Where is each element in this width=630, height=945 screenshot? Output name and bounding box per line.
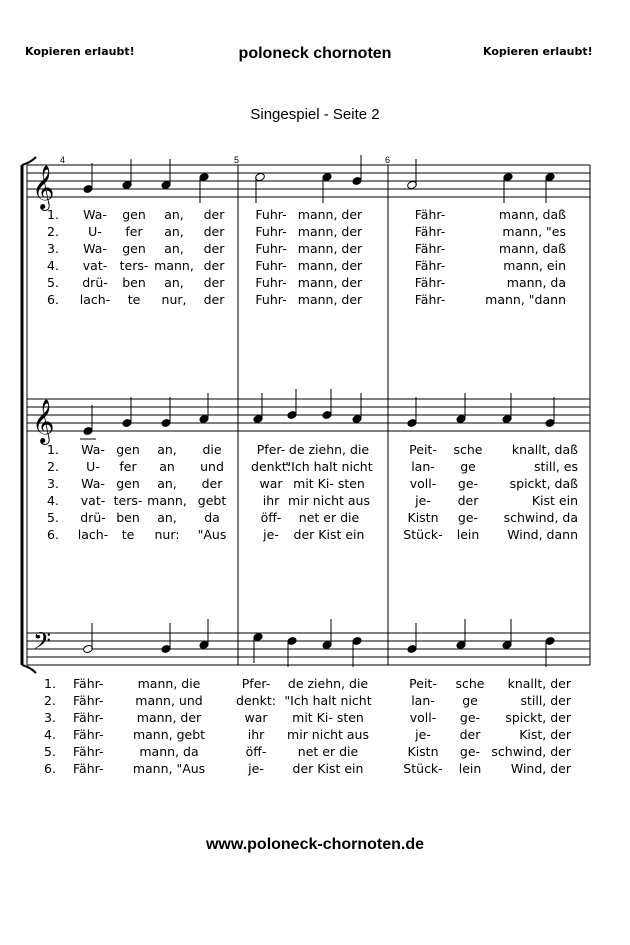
- lyric-syllable: Peit-: [409, 442, 437, 457]
- lyric-syllable: mann, der: [136, 710, 202, 725]
- lyric-syllable: 3.: [47, 241, 59, 256]
- lyric-syllable: ge-: [459, 744, 481, 759]
- lyric-syllable: lein: [456, 527, 480, 542]
- lyric-syllable: der: [203, 275, 225, 290]
- lyric-syllable: Wa-: [81, 476, 105, 491]
- lyric-syllable: ge: [460, 459, 476, 474]
- lyric-syllable: 2.: [47, 224, 59, 239]
- lyric-syllable: denkt:: [251, 459, 291, 474]
- lyric-syllable: ters-: [113, 493, 143, 508]
- lyric-syllable: öff-: [260, 510, 282, 525]
- lyric-syllable: mann, der: [297, 258, 363, 273]
- lyric-syllable: der: [203, 292, 225, 307]
- lyric-syllable: je-: [248, 761, 264, 776]
- lyric-syllable: der Kist ein: [292, 761, 364, 776]
- bass-clef-icon: 𝄢: [33, 627, 52, 660]
- lyric-syllable: mann, daß: [498, 241, 566, 256]
- lyric-syllable: 4.: [47, 493, 59, 508]
- lyric-syllable: ben: [122, 275, 146, 290]
- lyric-syllable: der: [203, 241, 225, 256]
- lyric-syllable: Kistn: [407, 744, 439, 759]
- lyric-syllable: lan-: [411, 459, 435, 474]
- lyric-syllable: te: [127, 292, 141, 307]
- lyric-syllable: mann, der: [297, 224, 363, 239]
- lyric-syllable: mann, gebt: [132, 727, 206, 742]
- lyric-syllable: gen: [116, 442, 140, 457]
- copy-note-right: Kopieren erlaubt!: [483, 45, 593, 58]
- lyric-syllable: ihr: [262, 493, 280, 508]
- lyric-syllable: Fähr-: [414, 292, 446, 307]
- lyric-syllable: U-: [88, 224, 102, 239]
- lyric-syllable: Fähr-: [73, 761, 104, 776]
- lyric-syllable: Fähr-: [73, 727, 104, 742]
- lyric-syllable: der: [457, 493, 479, 508]
- lyric-syllable: mann, die: [137, 676, 201, 691]
- lyric-syllable: an,: [164, 207, 184, 222]
- lyric-syllable: je-: [263, 527, 279, 542]
- lyric-syllable: öff-: [245, 744, 267, 759]
- site-title: poloneck chornoten: [238, 45, 392, 62]
- lyric-syllable: knallt, daß: [511, 442, 578, 457]
- lyric-syllable: Fähr-: [414, 207, 446, 222]
- lyric-syllable: "Aus: [197, 527, 227, 542]
- lyric-syllable: an,: [157, 442, 177, 457]
- treble-clef-icon: 𝄞: [32, 399, 55, 443]
- lyric-syllable: 3.: [47, 476, 59, 491]
- lyric-syllable: gebt: [197, 493, 227, 508]
- lyric-syllable: Fähr-: [414, 241, 446, 256]
- measure-number-6: 6: [385, 155, 391, 165]
- lyric-syllable: 5.: [44, 744, 56, 759]
- lyric-syllable: Fähr-: [414, 224, 446, 239]
- measure-number-4: 4: [60, 155, 66, 165]
- lyric-syllable: der: [203, 224, 225, 239]
- lyric-syllable: drü-: [80, 510, 106, 525]
- lyric-syllable: nur:: [154, 527, 180, 542]
- lyric-syllable: Fähr-: [414, 258, 446, 273]
- lyric-syllable: nur,: [161, 292, 187, 307]
- lyric-syllable: net er die: [297, 744, 359, 759]
- lyric-syllable: "Ich halt nicht: [285, 459, 373, 474]
- page-subtitle: Singespiel - Seite 2: [250, 106, 380, 123]
- lyric-syllable: schwind, da: [503, 510, 578, 525]
- lyric-syllable: fer: [125, 224, 143, 239]
- lyric-syllable: mann, und: [135, 693, 203, 708]
- lyric-syllable: Kist ein: [531, 493, 578, 508]
- lyric-syllable: 4.: [47, 258, 59, 273]
- lyric-syllable: mann, "dann: [485, 292, 566, 307]
- lyric-syllable: die: [202, 442, 222, 457]
- lyric-syllable: mann, "es: [502, 224, 566, 239]
- lyric-syllable: lein: [458, 761, 482, 776]
- lyric-syllable: 2.: [47, 459, 59, 474]
- lyric-syllable: ge-: [457, 510, 479, 525]
- lyric-syllable: gen: [122, 241, 146, 256]
- lyric-syllable: still, der: [520, 693, 571, 708]
- lyric-syllable: de ziehn, die: [288, 442, 370, 457]
- lyric-syllable: der: [203, 207, 225, 222]
- lyric-syllable: mann, der: [297, 275, 363, 290]
- lyric-syllable: spickt, der: [505, 710, 571, 725]
- lyric-syllable: lach-: [77, 527, 109, 542]
- lyric-syllable: 6.: [47, 292, 59, 307]
- lyric-syllable: an,: [164, 275, 184, 290]
- lyric-syllable: mann, da: [139, 744, 199, 759]
- lyric-syllable: da: [204, 510, 220, 525]
- lyric-syllable: spickt, daß: [509, 476, 578, 491]
- lyric-syllable: "Ich halt nicht: [284, 693, 372, 708]
- lyric-syllable: Kist, der: [519, 727, 571, 742]
- lyric-syllable: ge-: [457, 476, 479, 491]
- measure-number-5: 5: [234, 155, 240, 165]
- lyric-syllable: ge: [462, 693, 478, 708]
- lyric-syllable: der: [201, 476, 223, 491]
- lyric-syllable: Wa-: [83, 207, 107, 222]
- lyric-syllable: te: [121, 527, 135, 542]
- lyric-syllable: der Kist ein: [293, 527, 365, 542]
- lyric-syllable: je-: [415, 727, 431, 742]
- lyric-syllable: Wind, der: [510, 761, 571, 776]
- lyric-syllable: knallt, der: [507, 676, 571, 691]
- lyric-syllable: Fuhr-: [255, 258, 287, 273]
- lyric-syllable: an,: [164, 224, 184, 239]
- lyric-syllable: Wa-: [83, 241, 107, 256]
- lyric-syllable: sche: [455, 676, 485, 691]
- lyric-syllable: Fähr-: [73, 693, 104, 708]
- lyric-syllable: mann, der: [297, 241, 363, 256]
- lyric-syllable: ihr: [247, 727, 265, 742]
- lyric-syllable: Stück-: [403, 761, 443, 776]
- lyric-syllable: je-: [415, 493, 431, 508]
- lyric-syllable: an,: [157, 510, 177, 525]
- lyric-syllable: Fähr-: [73, 676, 104, 691]
- lyric-syllable: lach-: [79, 292, 111, 307]
- lyric-syllable: mir nicht aus: [288, 493, 370, 508]
- lyric-syllable: lan-: [411, 693, 435, 708]
- lyric-syllable: an,: [157, 476, 177, 491]
- lyric-syllable: denkt:: [236, 693, 276, 708]
- lyric-syllable: mir nicht aus: [287, 727, 369, 742]
- lyric-syllable: Fuhr-: [255, 292, 287, 307]
- lyric-syllable: Fähr-: [73, 710, 104, 725]
- staff-1: [27, 165, 590, 197]
- lyric-syllable: Kistn: [407, 510, 439, 525]
- lyric-syllable: gen: [116, 476, 140, 491]
- lyric-syllable: Stück-: [403, 527, 443, 542]
- lyric-syllable: de ziehn, die: [287, 676, 369, 691]
- lyric-syllable: 6.: [44, 761, 56, 776]
- lyric-syllable: an,: [164, 241, 184, 256]
- lyric-syllable: 1.: [44, 676, 56, 691]
- lyric-syllable: Fuhr-: [255, 241, 287, 256]
- lyric-syllable: 5.: [47, 510, 59, 525]
- staff-3: [27, 633, 590, 665]
- footer-url[interactable]: www.poloneck-chornoten.de: [205, 836, 425, 853]
- lyric-syllable: Fähr-: [73, 744, 104, 759]
- lyric-syllable: mann, ein: [503, 258, 566, 273]
- lyric-syllable: Fuhr-: [255, 275, 287, 290]
- lyric-syllable: mann,: [154, 258, 194, 273]
- lyric-syllable: vat-: [80, 493, 106, 508]
- lyric-syllable: der: [203, 258, 225, 273]
- lyric-syllable: Wa-: [81, 442, 105, 457]
- lyric-syllable: Pfer-: [256, 442, 286, 457]
- lyric-syllable: mann,: [147, 493, 187, 508]
- treble-clef-icon: 𝄞: [32, 165, 55, 209]
- lyric-syllable: mit Ki- sten: [292, 710, 364, 725]
- lyric-syllable: Peit-: [409, 676, 437, 691]
- lyric-syllable: 4.: [44, 727, 56, 742]
- lyric-syllable: voll-: [409, 476, 437, 491]
- lyric-syllable: still, es: [534, 459, 578, 474]
- lyric-syllable: an: [159, 459, 175, 474]
- lyric-syllable: war: [244, 710, 268, 725]
- lyric-syllable: und: [200, 459, 224, 474]
- lyric-syllable: ben: [116, 510, 140, 525]
- lyric-syllable: drü-: [82, 275, 108, 290]
- lyric-syllable: war: [259, 476, 283, 491]
- lyric-syllable: mann, der: [297, 207, 363, 222]
- lyric-syllable: Wind, dann: [507, 527, 578, 542]
- staff-2: [27, 399, 590, 431]
- lyric-syllable: mann, daß: [498, 207, 566, 222]
- lyric-syllable: Fuhr-: [255, 207, 287, 222]
- lyric-syllable: mit Ki- sten: [293, 476, 365, 491]
- lyric-syllable: Fuhr-: [255, 224, 287, 239]
- lyric-syllable: 1.: [47, 207, 59, 222]
- lyric-syllable: mann, "Aus: [132, 761, 206, 776]
- copy-note-left: Kopieren erlaubt!: [25, 45, 135, 58]
- lyric-syllable: mann, der: [297, 292, 363, 307]
- lyric-syllable: 1.: [47, 442, 59, 457]
- lyric-syllable: gen: [122, 207, 146, 222]
- lyric-syllable: 2.: [44, 693, 56, 708]
- lyric-syllable: ge-: [459, 710, 481, 725]
- lyric-syllable: vat-: [82, 258, 108, 273]
- lyric-syllable: schwind, der: [491, 744, 571, 759]
- lyric-syllable: ters-: [119, 258, 149, 273]
- lyric-syllable: fer: [119, 459, 137, 474]
- lyric-syllable: sche: [453, 442, 483, 457]
- lyric-syllable: 5.: [47, 275, 59, 290]
- lyric-syllable: voll-: [409, 710, 437, 725]
- lyric-syllable: Pfer-: [241, 676, 271, 691]
- lyric-syllable: 3.: [44, 710, 56, 725]
- lyric-syllable: der: [459, 727, 481, 742]
- lyric-syllable: U-: [86, 459, 100, 474]
- lyric-syllable: mann, da: [506, 275, 566, 290]
- lyric-syllable: Fähr-: [414, 275, 446, 290]
- lyric-syllable: 6.: [47, 527, 59, 542]
- lyric-syllable: net er die: [298, 510, 360, 525]
